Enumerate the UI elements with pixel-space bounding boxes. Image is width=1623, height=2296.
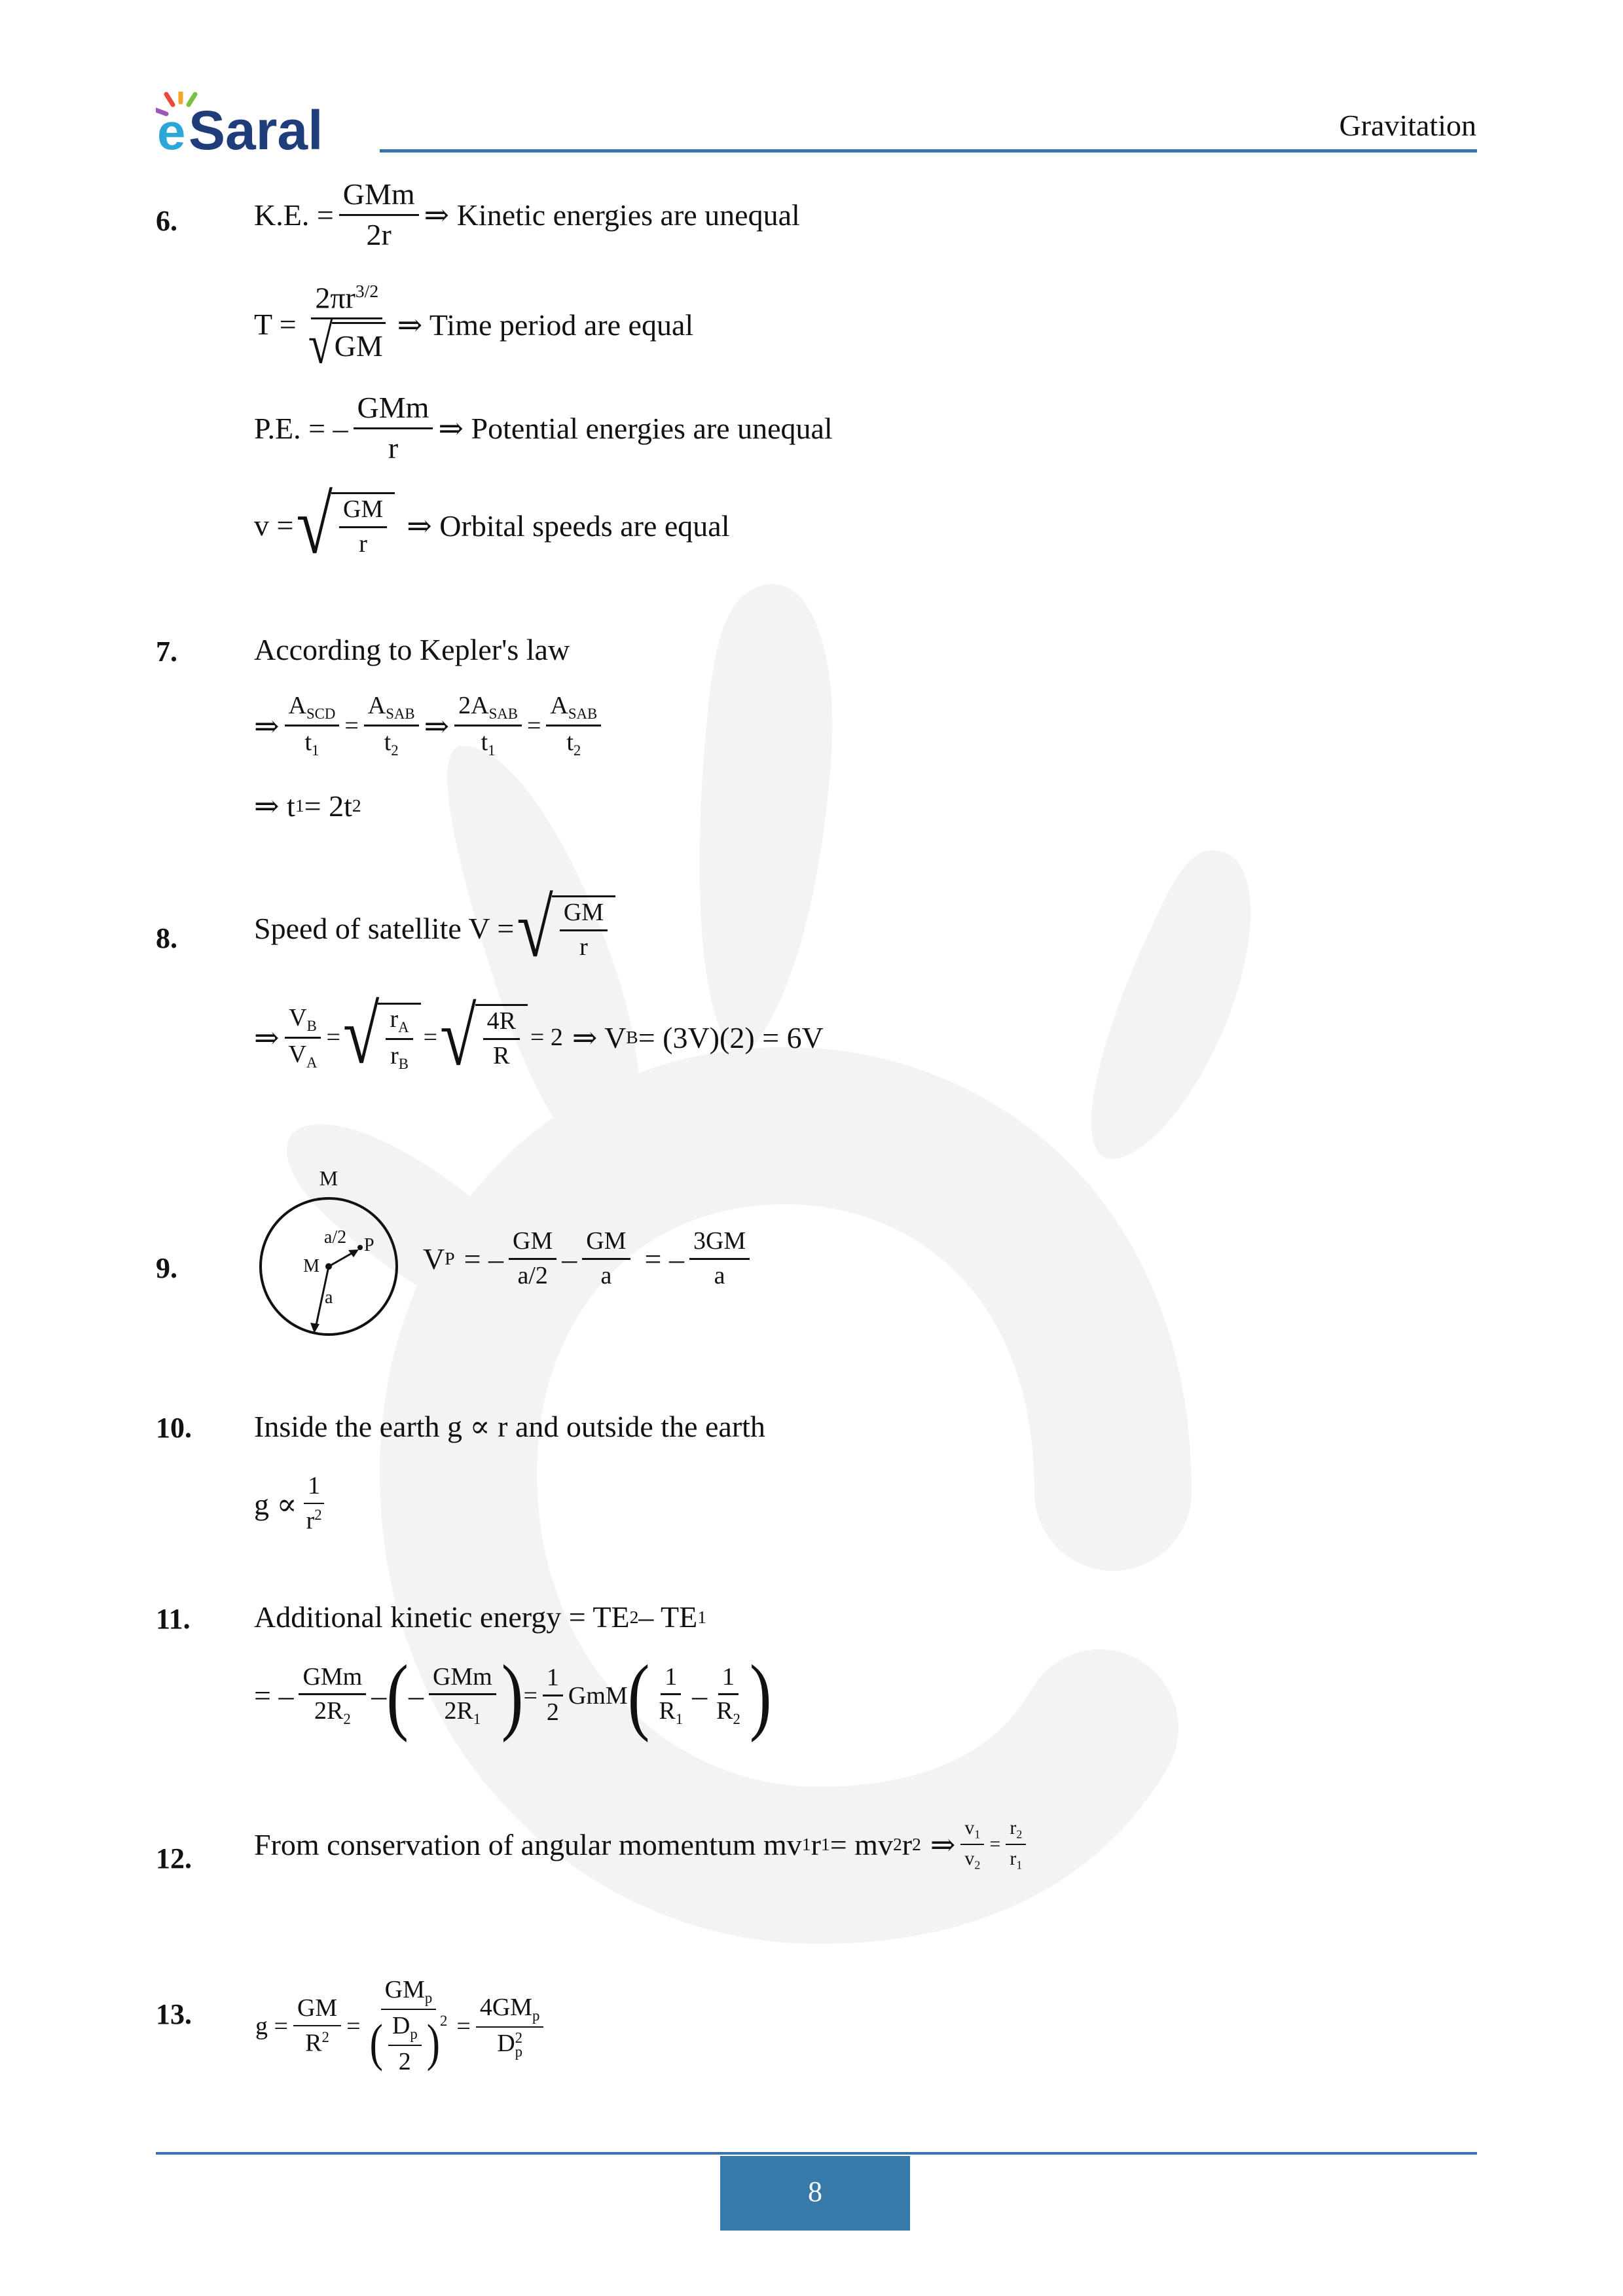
esaral-logo bbox=[156, 92, 378, 157]
pe-result: ⇒ Potential energies are unequal bbox=[438, 412, 833, 446]
fraction-gmm-2r1: $\frac{\text{GMm}}{2R_1}$ bbox=[429, 1664, 496, 1728]
q10-statement bbox=[254, 1408, 765, 1444]
implies-symbol: ⇒ bbox=[424, 709, 450, 743]
diagram-label-shell-mass: M bbox=[319, 1166, 338, 1190]
fraction-gm-a: $\frac{GM}{a}$ bbox=[582, 1228, 630, 1290]
pe-label: P.E. = – bbox=[254, 411, 348, 445]
footer-rule bbox=[156, 2152, 1477, 2155]
q8-speed-formula bbox=[254, 882, 618, 974]
t-numerator: 2πr bbox=[315, 281, 356, 315]
v-label: v = bbox=[254, 509, 294, 543]
q7-result: ⇒ t 1 = 2t 2 bbox=[254, 789, 361, 823]
fraction-ascd-t1: $\frac{A_{SCD}}{t_1}$ bbox=[285, 692, 340, 759]
q11-energy-equation: = – $\frac{\text{GMm}}{2R_2}$ – ( – $\frac{\text{GMm}}{2R_1}$ ) = $\frac{1}{2}$ GmM ( $\frac{1}{R_1}$ – $\frac{1}{R_2}$ ) bbox=[254, 1647, 772, 1743]
q12-statement: From conservation of angular momentum mv 1 r 1 = mv 2 r 2 ⇒ $\frac{v_1}{v_2}$ = $\frac{r_2}{r_1}$ bbox=[254, 1817, 1031, 1872]
logo-e: e bbox=[157, 103, 186, 157]
spherical-shell-diagram bbox=[249, 1162, 406, 1345]
logo-text: Saral bbox=[189, 99, 323, 157]
question-number-11: 11. bbox=[156, 1603, 191, 1635]
ke-result: ⇒ Kinetic energies are unequal bbox=[424, 198, 800, 232]
t-exponent: 3/2 bbox=[355, 281, 379, 301]
ke-label: K.E. = bbox=[254, 198, 334, 232]
fraction-3gm-a: $\frac{3GM}{a}$ bbox=[689, 1228, 750, 1290]
q7-kepler-equation bbox=[254, 692, 606, 759]
q6-orbital-speed-line bbox=[254, 478, 730, 571]
fraction-gmp-dp-half: $GM_p$ ( $\frac{D_p}{2}$ ) 2 bbox=[369, 1976, 448, 2076]
q10-relation: g ∝ $\frac{1}{r^2}$ bbox=[254, 1473, 331, 1535]
v-sqrt: √ $\frac{GM}{r}$ bbox=[296, 492, 395, 558]
question-number-8: 8. bbox=[156, 922, 177, 954]
fraction-2asab-t1: $\frac{2A_{SAB}}{t_1}$ bbox=[454, 692, 522, 759]
q9-potential-equation: V P = – $\frac{GM}{a/2}$ – $\frac{GM}{a}$ = – $\frac{3GM}{a}$ bbox=[423, 1228, 755, 1290]
page-number: 8 bbox=[720, 2156, 910, 2231]
fraction-one-over-r-squared: $\frac{1}{r^2}$ bbox=[302, 1473, 326, 1535]
q8-ratio-equation: ⇒ $\frac{V_B}{V_A}$ = √ $\frac{r_A}{r_B}$ = √ $\frac{4R}{R}$ = 2 ⇒ V B = (3V)(2) = 6V bbox=[254, 989, 824, 1083]
v-numerator: GM bbox=[339, 496, 387, 528]
t-label: T = bbox=[254, 308, 297, 342]
diagram-label-half-radius: a/2 bbox=[323, 1227, 347, 1247]
q7-text: According to Kepler's law bbox=[254, 633, 570, 666]
q10-text: Inside the earth g ∝ r and outside the earth bbox=[254, 1410, 765, 1443]
fraction-one-over-r1: $\frac{1}{R_1}$ bbox=[659, 1662, 684, 1728]
implies-symbol: ⇒ bbox=[254, 709, 280, 743]
fraction-4r-r: $\frac{4R}{R}$ bbox=[483, 1008, 520, 1070]
t-fraction: $2\pi r^{3/2}$ √ GM bbox=[302, 281, 392, 367]
fraction-asab-t2-b: $\frac{A_{SAB}}{t_2}$ bbox=[546, 692, 601, 759]
q11-statement: Additional kinetic energy = TE 2 – TE 1 bbox=[254, 1600, 707, 1634]
question-number-9: 9. bbox=[156, 1252, 177, 1284]
fraction-gm-r2: $\frac{GM}{R^2}$ bbox=[293, 1995, 341, 2057]
q6-potential-energy-line bbox=[254, 391, 833, 465]
fraction-r2-r1: $\frac{r_2}{r_1}$ bbox=[1006, 1817, 1026, 1872]
ke-numerator: GMm bbox=[339, 178, 419, 216]
ke-fraction bbox=[339, 178, 419, 251]
fraction-4gmp-dp2: $4GM_p$ D 2 p bbox=[476, 1994, 544, 2059]
equals-sign: = bbox=[526, 711, 541, 740]
t-denominator: GM bbox=[332, 322, 386, 367]
pe-fraction bbox=[354, 391, 433, 465]
diagram-label-point-p: P bbox=[364, 1235, 374, 1255]
q13-gravity-equation: g = $\frac{GM}{R^2}$ = $GM_p$ ( $\frac{D_p}{2}$ ) 2 = $4GM_p$ D 2 p bbox=[255, 1977, 549, 2076]
fraction-one-half: $\frac{1}{2}$ bbox=[543, 1664, 563, 1727]
question-number-10: 10. bbox=[156, 1412, 192, 1444]
q8-text: Speed of satellite V = bbox=[254, 912, 515, 946]
q6-kinetic-energy-line bbox=[254, 178, 800, 251]
t-result: ⇒ Time period are equal bbox=[397, 308, 694, 342]
fraction-one-over-r2: $\frac{1}{R_2}$ bbox=[716, 1662, 740, 1728]
implies-symbol: ⇒ bbox=[254, 1021, 280, 1055]
fraction-gmm-2r2: $\frac{\text{GMm}}{2R_2}$ bbox=[299, 1664, 366, 1728]
question-number-6: 6. bbox=[156, 205, 177, 237]
question-number-7: 7. bbox=[156, 636, 177, 668]
pe-numerator: GMm bbox=[354, 391, 433, 429]
q7-statement bbox=[254, 632, 570, 667]
equals-sign: = bbox=[344, 711, 359, 740]
ke-denominator: 2r bbox=[366, 217, 392, 251]
fraction-vb-va: $\frac{V_B}{V_A}$ bbox=[285, 1005, 321, 1071]
diagram-label-radius: a bbox=[325, 1287, 333, 1308]
question-number-13: 13. bbox=[156, 1998, 192, 2030]
q6-time-period-line bbox=[254, 281, 694, 376]
fraction-v1-v2: $\frac{v_1}{v_2}$ bbox=[960, 1817, 984, 1872]
diagram-label-center-mass: M bbox=[303, 1256, 319, 1276]
header-rule bbox=[380, 149, 1477, 152]
v-denominator: r bbox=[359, 529, 367, 558]
question-number-12: 12. bbox=[156, 1842, 192, 1874]
pe-denominator: r bbox=[388, 431, 399, 465]
point-p-dot bbox=[357, 1245, 363, 1250]
topic-title: Gravitation bbox=[1339, 109, 1476, 142]
v-result: ⇒ Orbital speeds are equal bbox=[407, 509, 730, 543]
fraction-gm-a-half: $\frac{GM}{a/2}$ bbox=[509, 1228, 556, 1290]
q8-sqrt: √ $\frac{GM}{r}$ bbox=[517, 895, 615, 961]
fraction-asab-t2: $\frac{A_{SAB}}{t_2}$ bbox=[364, 692, 419, 759]
fraction-ra-rb: $\frac{r_A}{r_B}$ bbox=[386, 1006, 412, 1072]
